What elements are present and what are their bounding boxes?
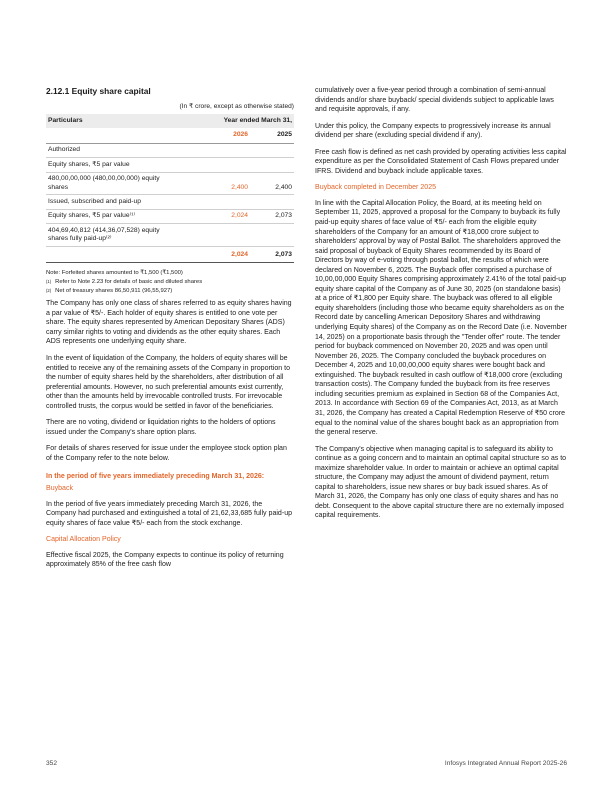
forfeited-note: Note: Forfeited shares amounted to ₹1,500 (₹1,500)	[46, 270, 183, 277]
subheading-buyback: Buyback	[46, 485, 74, 492]
row-label: Issued, subscribed and paid-up	[46, 195, 206, 209]
paragraph: For details of shares reserved for issue under the employee stock option plan of the Company refer to the note below.	[46, 445, 287, 462]
right-column	[315, 86, 567, 528]
table-notes	[46, 269, 294, 295]
paragraph: The Company's objective when managing capital is to safeguard its ability to continue as a going concern and to maintain an optimal capital structure so as to maximize shareholder value. In order to maintain or achieve an optimal capital structure, the Company may adjust the amount of dividend payment, return capital to shareholders, issue new shares or buy back issued shares. As of March 31, 2026, the Company has only one class of equity shares and has no debt. Consequent to the above capital structure there are no externally imposed capital requirements.	[315, 445, 567, 520]
paragraph: In the event of liquidation of the Company, the holders of equity shares will be entitled to receive any of the remaining assets of the Company in proportion to the number of equity shares held by the shareholders, after distribution of all preferential amounts. However, no such preferential amounts exist currently, other than the amounts held by irrevocable controlled trusts. For irrevocable controlled trusts, the corpus would be settled in favor of the beneficiaries.	[46, 354, 291, 410]
table-row	[46, 209, 294, 223]
paragraph: cumulatively over a five-year period through a combination of semi-annual dividends and/or share buyback/ special dividends subject to applicable laws and requisite approvals, if any.	[315, 87, 554, 114]
year-previous: 2025	[250, 128, 294, 143]
paragraph: Free cash flow is defined as net cash provided by operating activities less capital expenditure as per the Consolidated Statement of Cash Flows prepared under IFRS. Dividend and buyback include applicable taxes.	[315, 148, 567, 175]
table-header-row	[46, 114, 294, 128]
paragraph: The Company has only one class of shares referred to as equity shares having a par value of ₹5/-. Each holder of equity shares is entitled to one vote per share. The equity shares represented by American Depositary Shares (ADS) carry similar rights to voting and dividends as the other equity shares. Each ADS represents one underlying equity share.	[46, 300, 292, 346]
table-row	[46, 172, 294, 195]
footnote-2: (2) Net of treasury shares 86,50,911 (96,55,927)	[46, 287, 173, 294]
table-row	[46, 224, 294, 247]
cell-value: 2,400	[206, 172, 250, 195]
subheading-period: In the period of five years immediately preceding March 31, 2026:	[46, 473, 265, 481]
paragraph: Under this policy, the Company expects to progressively increase its annual dividend per share (excluding special dividend if any).	[315, 122, 551, 140]
table-year-row	[46, 128, 294, 143]
year-current: 2026	[206, 128, 250, 143]
table-row	[46, 195, 294, 209]
paragraph: In line with the Capital Allocation Policy, the Board, at its meeting held on September 11, 2025, approved a proposal for the Company to buyback its fully paid-up equity shares of face value of ₹5/- each from the eligible equity shareholders of the Company for an amount of ₹18,000 crore subject to shareholders' approval by way of Postal Ballot. The shareholders approved the said proposal of buyback of Equity Shares recommended by its Board of Directors by way of e-voting through postal ballot, the results of which were declared on November 6, 2025. The Buyback offer comprised a purchase of 10,00,00,000 Equity Shares comprising approximately 2.41% of the total paid-up equity share capital of the Company as of June 30, 2025 (on standalone basis) at a price of ₹1,800 per Equity share. The buyback was offered to all eligible equity shareholders (including those who became equity shareholders as on the Record date by cancelling American Depository Shares and withdrawing underlying Equity shares) of the Company as on the Record Date (i.e. November 14, 2025) on a proportionate basis through the "Tender offer" route. The tender period for buyback commenced on November 20, 2025 and was open until November 26, 2025. The Company concluded the buyback procedures on December 4, 2025 and 10,00,00,000 equity shares were bought back and extinguished. The buyback resulted in cash outflow of ₹18,000 crore (excluding transaction costs). The Company funded the buyback from its free reserves including securities premium as explained in Section 68 of the Companies Act, 2013. In accordance with Section 69 of the Companies Act, 2013, as at March 31, 2026, the Company has created a Capital Redemption Reserve of ₹50 crore equal to the nominal value of the shares bought back as an appropriation from the general reserve.	[315, 199, 567, 437]
cell-value: 2,024	[206, 209, 250, 223]
page-number: 352	[46, 760, 58, 767]
col-particulars: Particulars	[46, 114, 206, 128]
paragraph: Effective fiscal 2025, the Company expects to continue its policy of returning approximately 85% of the free cash flow	[46, 551, 284, 569]
section-title: 2.12.1 Equity share capital	[46, 86, 151, 96]
row-label: Equity shares, ₹5 par value	[46, 158, 206, 172]
row-label: Equity shares, ₹5 par value⁽¹⁾	[46, 209, 206, 223]
left-body	[46, 299, 294, 570]
row-label: 480,00,00,000 (480,00,00,000) equity shares	[46, 172, 206, 195]
table-row	[46, 158, 294, 172]
subheading-buyback-december: Buyback completed in December 2025	[315, 184, 437, 192]
total-previous: 2,073	[250, 247, 294, 263]
table-row	[46, 143, 294, 157]
total-current: 2,024	[206, 247, 250, 263]
footnote-1: (1) Refer to Note 2.23 for details of basic and diluted shares	[46, 279, 203, 286]
row-label: Authorized	[46, 143, 206, 157]
cell-value: 2,400	[250, 172, 294, 195]
footnote-marker: (2)	[46, 287, 52, 293]
report-title: Infosys Integrated Annual Report 2025-26	[444, 760, 567, 767]
subheading-capital-allocation: Capital Allocation Policy	[46, 536, 121, 544]
paragraph: There are no voting, dividend or liquidation rights to the holders of options issued under the Company's share option plans.	[46, 419, 276, 436]
cell-value: 2,073	[250, 209, 294, 223]
unit-note: (In ₹ crore, except as otherwise stated)	[179, 103, 294, 110]
paragraph: In the period of five years immediately preceding March 31, 2026, the Company had purchased and extinguished a total of 21,62,33,685 fully paid-up equity shares of face value ₹5/- each from the stock exchange.	[46, 500, 293, 527]
equity-share-capital-table	[46, 114, 294, 263]
col-period: Year ended March 31,	[206, 114, 294, 128]
left-column	[46, 86, 294, 577]
footnote-marker: (1)	[46, 279, 52, 285]
row-label: 404,69,40,812 (414,36,07,528) equity shares fully paid-up⁽²⁾	[46, 224, 206, 247]
table-total-row	[46, 247, 294, 263]
